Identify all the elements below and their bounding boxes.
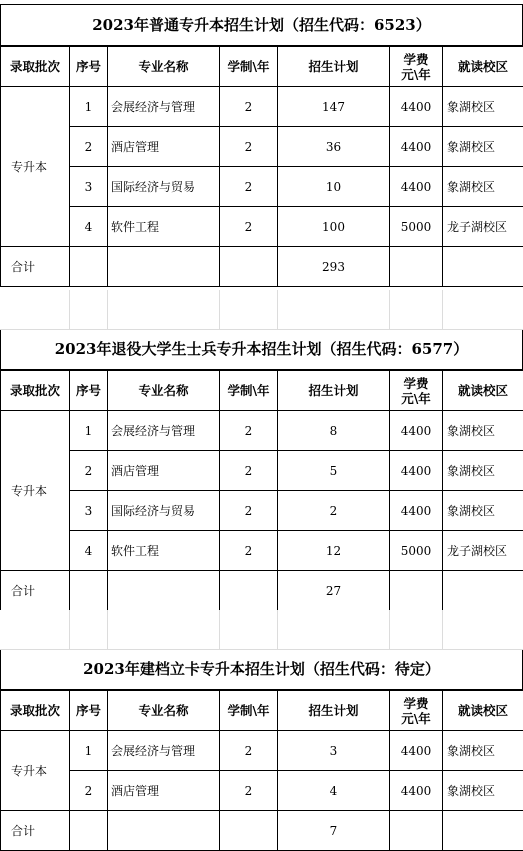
empty-cell [443, 247, 523, 287]
empty-cell [390, 811, 443, 851]
empty-cell [220, 247, 278, 287]
major-name: 酒店管理 [108, 127, 220, 167]
campus-cell: 象湖校区 [443, 731, 523, 771]
major-name: 会展经济与管理 [108, 87, 220, 127]
empty-cell [108, 811, 220, 851]
empty-cell [390, 571, 443, 611]
section-title: 2023年退役大学生士兵专升本招生计划（招生代码：6577） [0, 328, 523, 370]
plan-count: 3 [278, 731, 390, 771]
major-name: 软件工程 [108, 531, 220, 571]
col-header-batch: 录取批次 [1, 691, 70, 731]
empty-cell [220, 571, 278, 611]
total-row [1, 247, 523, 287]
total-label: 合计 [1, 811, 70, 851]
table-row [1, 451, 523, 491]
fee-cell: 4400 [390, 127, 443, 167]
years-cell: 2 [220, 87, 278, 127]
row-number: 3 [70, 491, 108, 531]
col-header-years: 学制\年 [220, 47, 278, 87]
plan-count: 100 [278, 207, 390, 247]
major-name: 软件工程 [108, 207, 220, 247]
plan-count: 2 [278, 491, 390, 531]
empty-cell [108, 571, 220, 611]
major-name: 会展经济与管理 [108, 731, 220, 771]
plan-count: 8 [278, 411, 390, 451]
row-number: 1 [70, 87, 108, 127]
campus-cell: 象湖校区 [443, 451, 523, 491]
major-name: 酒店管理 [108, 771, 220, 811]
empty-cell [390, 247, 443, 287]
plan-count: 12 [278, 531, 390, 571]
total-label: 合计 [1, 247, 70, 287]
years-cell: 2 [220, 771, 278, 811]
col-header-campus: 就读校区 [443, 371, 523, 411]
row-number: 4 [70, 531, 108, 571]
fee-cell: 4400 [390, 731, 443, 771]
plan-table [0, 370, 523, 611]
plan-count: 36 [278, 127, 390, 167]
campus-cell: 象湖校区 [443, 87, 523, 127]
batch-cell: 专升本 [1, 731, 70, 811]
campus-cell: 象湖校区 [443, 411, 523, 451]
total-value: 7 [278, 811, 390, 851]
spacer-row [0, 290, 523, 330]
col-header-major: 专业名称 [108, 47, 220, 87]
col-header-fee: 学费 元\年 [390, 691, 443, 731]
col-header-no: 序号 [70, 371, 108, 411]
years-cell: 2 [220, 451, 278, 491]
table-row [1, 491, 523, 531]
campus-cell: 象湖校区 [443, 491, 523, 531]
plan-count: 5 [278, 451, 390, 491]
col-header-fee: 学费 元\年 [390, 47, 443, 87]
years-cell: 2 [220, 531, 278, 571]
table-row [1, 411, 523, 451]
plan-count: 4 [278, 771, 390, 811]
header-row [1, 691, 523, 731]
section-title: 2023年建档立卡专升本招生计划（招生代码：待定） [0, 648, 523, 690]
row-number: 4 [70, 207, 108, 247]
empty-cell [70, 247, 108, 287]
row-number: 3 [70, 167, 108, 207]
total-row [1, 811, 523, 851]
total-label: 合计 [1, 571, 70, 611]
fee-cell: 5000 [390, 207, 443, 247]
campus-cell: 龙子湖校区 [443, 207, 523, 247]
col-header-years: 学制\年 [220, 691, 278, 731]
years-cell: 2 [220, 167, 278, 207]
empty-cell [70, 811, 108, 851]
col-header-campus: 就读校区 [443, 691, 523, 731]
table-row [1, 127, 523, 167]
col-header-campus: 就读校区 [443, 47, 523, 87]
batch-cell: 专升本 [1, 87, 70, 247]
campus-cell: 象湖校区 [443, 127, 523, 167]
table-row [1, 207, 523, 247]
table-row [1, 731, 523, 771]
row-number: 1 [70, 731, 108, 771]
row-number: 2 [70, 771, 108, 811]
fee-cell: 5000 [390, 531, 443, 571]
empty-cell [443, 571, 523, 611]
years-cell: 2 [220, 731, 278, 771]
empty-cell [70, 571, 108, 611]
years-cell: 2 [220, 207, 278, 247]
plan-count: 10 [278, 167, 390, 207]
col-header-major: 专业名称 [108, 691, 220, 731]
fee-cell: 4400 [390, 167, 443, 207]
col-header-no: 序号 [70, 47, 108, 87]
table-row [1, 531, 523, 571]
col-header-no: 序号 [70, 691, 108, 731]
col-header-batch: 录取批次 [1, 371, 70, 411]
empty-cell [220, 811, 278, 851]
plan-count: 147 [278, 87, 390, 127]
empty-cell [443, 811, 523, 851]
spacer-row [0, 610, 523, 650]
batch-cell: 专升本 [1, 411, 70, 571]
fee-cell: 4400 [390, 771, 443, 811]
fee-cell: 4400 [390, 411, 443, 451]
empty-cell [108, 247, 220, 287]
fee-cell: 4400 [390, 87, 443, 127]
col-header-years: 学制\年 [220, 371, 278, 411]
major-name: 国际经济与贸易 [108, 491, 220, 531]
col-header-batch: 录取批次 [1, 47, 70, 87]
total-value: 27 [278, 571, 390, 611]
table-row [1, 771, 523, 811]
major-name: 酒店管理 [108, 451, 220, 491]
table-row [1, 87, 523, 127]
campus-cell: 象湖校区 [443, 167, 523, 207]
years-cell: 2 [220, 411, 278, 451]
section-title: 2023年普通专升本招生计划（招生代码：6523） [0, 4, 523, 46]
row-number: 2 [70, 127, 108, 167]
col-header-fee: 学费 元\年 [390, 371, 443, 411]
row-number: 2 [70, 451, 108, 491]
header-row [1, 371, 523, 411]
fee-cell: 4400 [390, 491, 443, 531]
years-cell: 2 [220, 491, 278, 531]
fee-cell: 4400 [390, 451, 443, 491]
total-row [1, 571, 523, 611]
col-header-plan: 招生计划 [278, 371, 390, 411]
total-value: 293 [278, 247, 390, 287]
col-header-plan: 招生计划 [278, 47, 390, 87]
table-row [1, 167, 523, 207]
major-name: 会展经济与管理 [108, 411, 220, 451]
col-header-major: 专业名称 [108, 371, 220, 411]
campus-cell: 象湖校区 [443, 771, 523, 811]
plan-table [0, 690, 523, 851]
plan-table [0, 46, 523, 287]
col-header-plan: 招生计划 [278, 691, 390, 731]
header-row [1, 47, 523, 87]
years-cell: 2 [220, 127, 278, 167]
row-number: 1 [70, 411, 108, 451]
major-name: 国际经济与贸易 [108, 167, 220, 207]
campus-cell: 龙子湖校区 [443, 531, 523, 571]
